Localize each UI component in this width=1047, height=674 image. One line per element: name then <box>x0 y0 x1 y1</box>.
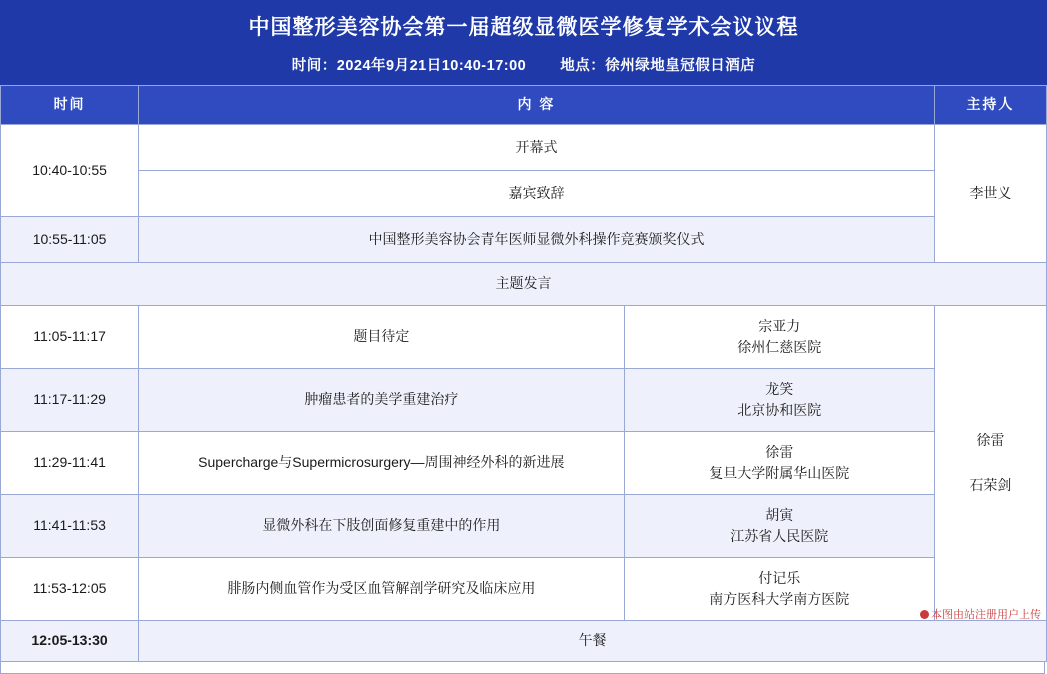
talk-affiliation: 徐州仁慈医院 <box>737 338 822 355</box>
talk-affiliation: 北京协和医院 <box>737 401 822 418</box>
table-row <box>1 124 1047 170</box>
page-title: 中国整形美容协会第一届超级显微医学修复学术会议议程 <box>248 16 799 39</box>
section-label-keynote: 主题发言 <box>1 262 1047 305</box>
talk-speaker: 胡寅 <box>765 507 794 524</box>
talk-speaker: 宗亚力 <box>758 318 801 335</box>
place-label: 地点： <box>560 57 606 74</box>
talk-topic: 题目待定 <box>139 305 624 368</box>
opening-host: 李世义 <box>934 124 1046 262</box>
talk-speaker-cell <box>624 494 934 557</box>
talk-topic: 肿瘤患者的美学重建治疗 <box>139 368 624 431</box>
talk-time: 11:05-11:17 <box>1 305 139 368</box>
section-row-keynote <box>1 262 1047 305</box>
table-row <box>1 305 1047 368</box>
table-row <box>1 216 1047 262</box>
talk-affiliation: 江苏省人民医院 <box>730 527 829 544</box>
talk-speaker-cell <box>624 557 934 620</box>
table-row <box>1 431 1047 494</box>
table-row-lunch <box>1 620 1047 661</box>
keynote-host-cell <box>934 305 1046 620</box>
opening-time: 10:40-10:55 <box>1 124 139 216</box>
lunch-time: 12:05-13:30 <box>1 620 139 661</box>
time-label: 时间： <box>291 57 337 74</box>
table-header-row <box>1 85 1047 124</box>
document-header <box>0 0 1047 85</box>
agenda-table <box>0 85 1047 662</box>
table-row <box>1 170 1047 216</box>
talk-topic: 腓肠内侧血管作为受区血管解剖学研究及临床应用 <box>139 557 624 620</box>
talk-speaker: 徐雷 <box>765 444 794 461</box>
opening-item-2: 嘉宾致辞 <box>139 170 935 216</box>
talk-affiliation: 复旦大学附属华山医院 <box>709 464 850 481</box>
talk-speaker-cell <box>624 368 934 431</box>
time-value: 2024年9月21日10:40-17:00 <box>336 57 527 74</box>
table-bottom-strip <box>0 662 1045 674</box>
talk-time: 11:17-11:29 <box>1 368 139 431</box>
talk-affiliation: 南方医科大学南方医院 <box>709 590 850 607</box>
keynote-host-2: 石荣剑 <box>969 476 1012 493</box>
lunch-label: 午餐 <box>139 620 1047 661</box>
watermark-dot-icon <box>920 610 929 619</box>
talk-time: 11:29-11:41 <box>1 431 139 494</box>
talk-time: 11:53-12:05 <box>1 557 139 620</box>
column-header-content: 内 容 <box>139 85 935 124</box>
award-content: 中国整形美容协会青年医师显微外科操作竞赛颁奖仪式 <box>139 216 935 262</box>
talk-speaker: 付记乐 <box>758 570 801 587</box>
column-header-host: 主持人 <box>934 85 1046 124</box>
opening-item-1: 开幕式 <box>139 124 935 170</box>
talk-topic: Supercharge与Supermicrosurgery—周围神经外科的新进展 <box>139 431 624 494</box>
table-row <box>1 368 1047 431</box>
table-row <box>1 557 1047 620</box>
talk-speaker: 龙笑 <box>765 381 794 398</box>
talk-time: 11:41-11:53 <box>1 494 139 557</box>
place-value: 徐州绿地皇冠假日酒店 <box>605 57 756 74</box>
watermark <box>920 606 1041 622</box>
talk-speaker-cell <box>624 305 934 368</box>
talk-topic: 显微外科在下肢创面修复重建中的作用 <box>139 494 624 557</box>
award-time: 10:55-11:05 <box>1 216 139 262</box>
header-subtitle <box>0 54 1047 75</box>
watermark-text: 本图由站注册用户上传 <box>931 609 1041 621</box>
column-header-time: 时间 <box>1 85 139 124</box>
table-row <box>1 494 1047 557</box>
talk-speaker-cell <box>624 431 934 494</box>
keynote-host-1: 徐雷 <box>976 432 1005 449</box>
